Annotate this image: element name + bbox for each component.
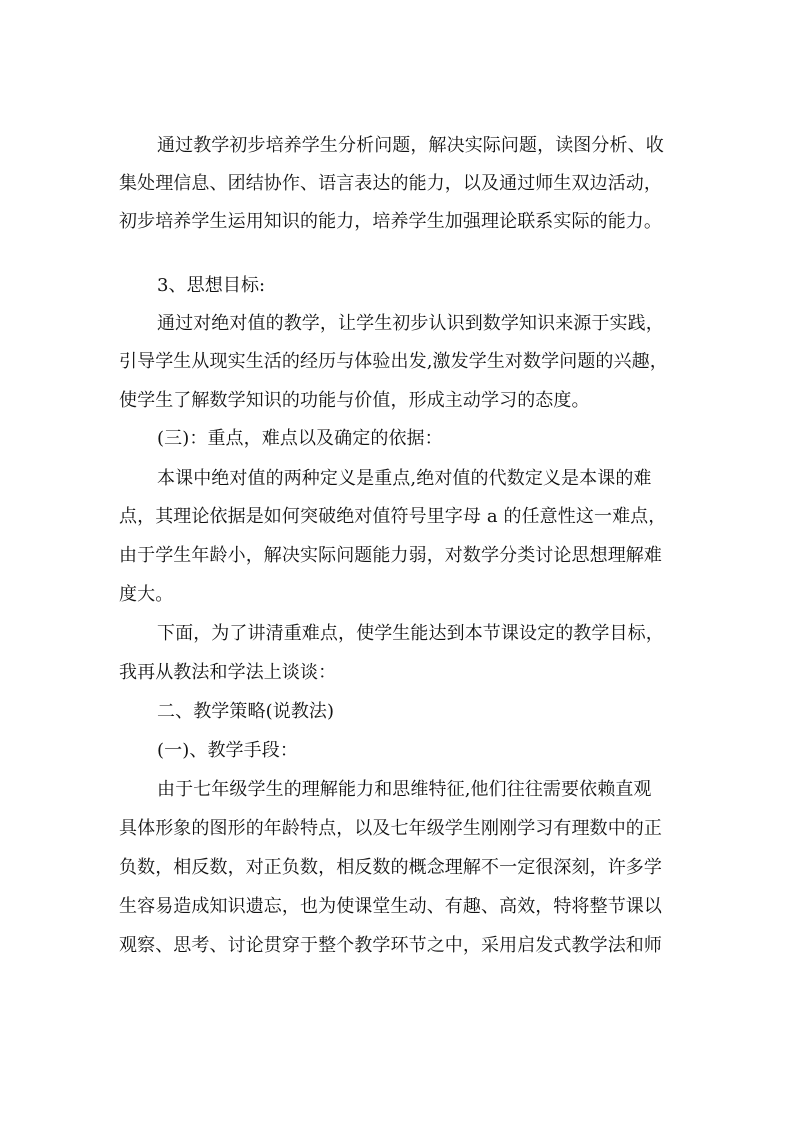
paragraph-line: 度大。 [119, 584, 174, 605]
paragraph-line: 通过对绝对值的教学，让学生初步认识到数学知识来源于实践， [157, 313, 664, 334]
paragraph-line: 负数，相反数，对正负数，相反数的概念理解不一定很深刻，许多学 [119, 857, 662, 878]
section-heading: 3、思想目标: [157, 275, 266, 296]
paragraph-line: 集处理信息、团结协作、语言表达的能力，以及通过师生双边活动， [119, 173, 662, 194]
paragraph-line: 使学生了解数学知识的功能与价值，形成主动学习的态度。 [119, 390, 590, 411]
paragraph-line: 点，其理论依据是如何突破绝对值符号里字母 a 的任意性这一难点， [119, 506, 667, 527]
paragraph-line: 由于学生年龄小，解决实际问题能力弱，对数学分类讨论思想理解难 [119, 545, 662, 566]
paragraph-line: 由于七年级学生的理解能力和思维特征,他们往往需要依赖直观 [157, 779, 652, 800]
paragraph-line: 初步培养学生运用知识的能力，培养学生加强理论联系实际的能力。 [119, 211, 662, 232]
paragraph-line: 引导学生从现实生活的经历与体验出发,激发学生对数学问题的兴趣， [119, 351, 668, 372]
paragraph-line: 下面，为了讲清重难点，使学生能达到本节课设定的教学目标， [157, 623, 664, 644]
paragraph-line: 我再从教法和学法上谈谈： [119, 662, 337, 683]
section-heading: 二、教学策略(说教法) [157, 701, 335, 722]
paragraph-line: 观察、思考、讨论贯穿于整个教学环节之中，采用启发式教学法和师 [119, 935, 662, 956]
paragraph-line: 通过教学初步培养学生分析问题，解决实际问题，读图分析、收 [157, 135, 664, 156]
section-heading: (三)：重点，难点以及确定的依据： [157, 428, 443, 449]
paragraph-line: 生容易造成知识遗忘，也为使课堂生动、有趣、高效，特将整节课以 [119, 896, 662, 917]
paragraph-line: 具体形象的图形的年龄特点，以及七年级学生刚刚学习有理数中的正 [119, 818, 662, 839]
section-heading: (一)、教学手段： [157, 740, 298, 761]
paragraph-line: 本课中绝对值的两种定义是重点,绝对值的代数定义是本课的难 [157, 468, 652, 489]
